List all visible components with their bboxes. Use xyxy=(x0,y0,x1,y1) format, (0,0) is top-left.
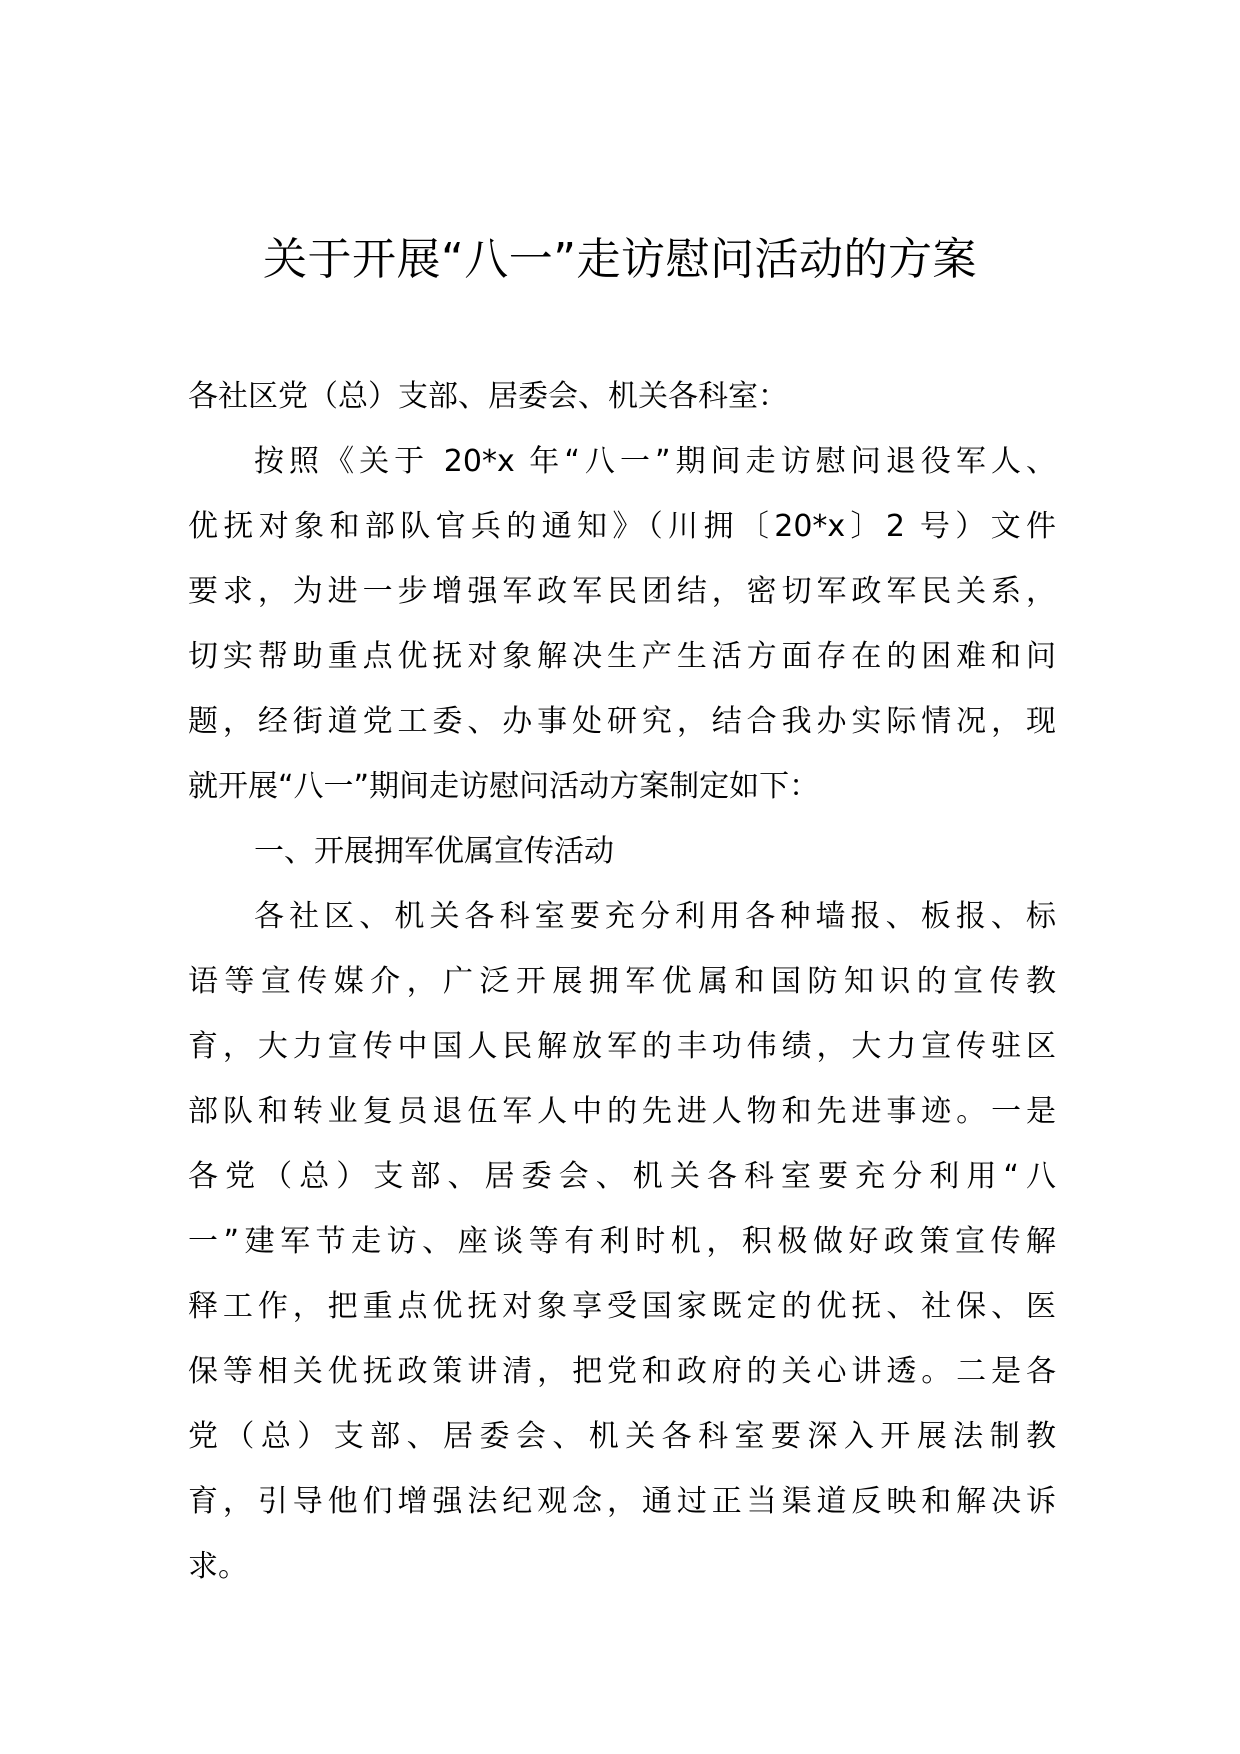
document-body xyxy=(188,364,1056,1599)
paragraph-2-line: 育，大力宣传中国人民解放军的丰功伟绩，大力宣传驻区 xyxy=(188,1029,1056,1064)
paragraph-1-line: 要求，为进一步增强军政军民团结，密切军政军民关系， xyxy=(188,574,1056,609)
paragraph-2-line: 保等相关优抚政策讲清，把党和政府的关心讲透。二是各 xyxy=(188,1354,1056,1389)
paragraph-1-line: 就开展“八一”期间走访慰问活动方案制定如下： xyxy=(188,769,820,804)
document-title: 关于开展“八一”走访慰问活动的方案 xyxy=(262,234,978,285)
paragraph-2-line: 育，引导他们增强法纪观念，通过正当渠道反映和解决诉 xyxy=(188,1484,1056,1519)
paragraph-2-line: 各社区、机关各科室要充分利用各种墙报、板报、标 xyxy=(254,899,1056,934)
paragraph-2-line: 部队和转业复员退伍军人中的先进人物和先进事迹。一是 xyxy=(188,1094,1056,1129)
paragraph-2-line: 各党（总）支部、居委会、机关各科室要充分利用“八 xyxy=(188,1159,1056,1194)
paragraph-1-line: 优抚对象和部队官兵的通知》（川拥〔20*x〕2 号）文件 xyxy=(188,509,1056,544)
paragraph-2-line: 党（总）支部、居委会、机关各科室要深入开展法制教 xyxy=(188,1419,1056,1454)
paragraph-1-line: 题，经街道党工委、办事处研究，结合我办实际情况，现 xyxy=(188,704,1056,739)
section-heading: 一、开展拥军优属宣传活动 xyxy=(254,834,614,869)
paragraph-2-line: 释工作，把重点优抚对象享受国家既定的优抚、社保、医 xyxy=(188,1289,1056,1324)
paragraph-1-line: 按照《关于 20*x 年“八一”期间走访慰问退役军人、 xyxy=(254,444,1056,479)
paragraph-2-line: 一”建军节走访、座谈等有利时机，积极做好政策宣传解 xyxy=(188,1224,1056,1259)
paragraph-1-line: 切实帮助重点优抚对象解决生产生活方面存在的困难和问 xyxy=(188,639,1056,674)
salutation: 各社区党（总）支部、居委会、机关各科室： xyxy=(188,379,788,414)
paragraph-2-line: 语等宣传媒介，广泛开展拥军优属和国防知识的宣传教 xyxy=(188,964,1056,999)
paragraph-2-line: 求。 xyxy=(188,1549,248,1584)
